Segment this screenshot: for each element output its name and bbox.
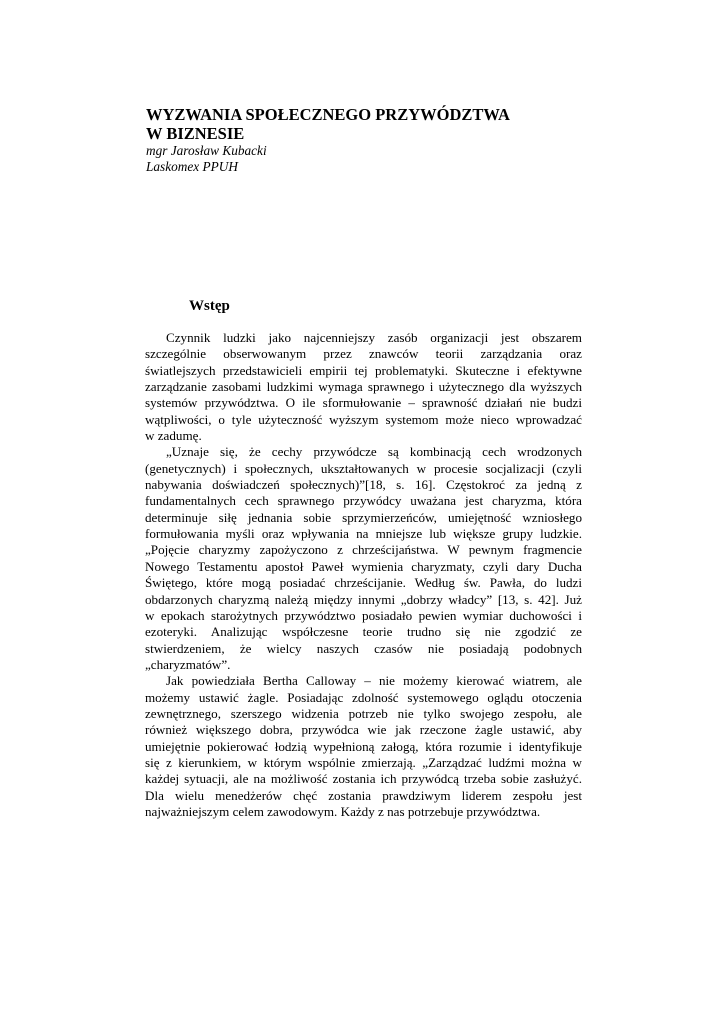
paragraph-line: nabywania doświadczeń społecznych)”[18, s. 16]. Częstokroć za jedną z (145, 477, 582, 493)
paragraph-line: szczególnie obserwowanym przez znawców teorii zarządzania oraz (145, 346, 582, 362)
paragraph-line: Dla wielu menedżerów chęć zostania prawdziwym liderem zespołu jest (145, 787, 582, 803)
paragraph-line: zarządzanie zasobami ludzkimi wymaga sprawnego i użytecznego dla wyższych (145, 379, 582, 395)
paragraph-line: każdej sytuacji, ale na możliwość zostania ich przywódcą trzeba sobie zasłużyć. (145, 771, 582, 787)
paragraph-line: systemów przywództwa. O ile sformułowanie – sprawność działań nie budzi (145, 395, 582, 411)
paragraph-line: w zadumę. (145, 428, 202, 444)
paragraph-line: (genetycznych) i społecznych, ukształtowanych w procesie socjalizacji (czyli (145, 460, 582, 476)
paragraph (145, 444, 582, 673)
paragraph-line: Nowego Testamentu apostoł Paweł wymienia charyzmaty, czyli dary Ducha (145, 558, 582, 574)
paragraph-line: Czynnik ludzki jako najcenniejszy zasób organizacji jest obszarem (166, 330, 582, 345)
paragraph-line: „Uznaje się, że cechy przywódcze są kombinacją cech wrodzonych (166, 444, 582, 460)
paragraph-line: wątpliwości, o tyle użyteczność wyższym systemom może nieco wprowadzać (145, 411, 582, 427)
paragraph-line: zewnętrznego, szerszego widzenia potrzeb nie tylko swojego zespołu, ale (145, 705, 582, 721)
paragraph-line: determinuje siłę jednania sobie sprzymierzeńców, umiejętność wzniosłego (145, 509, 582, 525)
paragraph-line: obdarzonych charyzmą należą między innymi „dobrzy władcy” [13, s. 42]. Już (145, 591, 582, 607)
author-affiliation: Laskomex PPUH (146, 159, 238, 174)
paragraph-line: również większego dobra, przywódca wie jak rzeczone żagle ustawić, aby (145, 722, 582, 738)
document-title-line-2: W BIZNESIE (146, 124, 245, 143)
paragraph-line: „charyzmatów”. (145, 656, 231, 672)
paragraph-line: najważniejszym celem zawodowym. Każdy z nas potrzebuje przywództwa. (145, 803, 541, 819)
paragraph-line: się z kierunkiem, w którym wspólnie zmierzają. „Zarządzać ludźmi można w (145, 754, 582, 770)
paragraph (145, 330, 582, 444)
author-name: mgr Jarosław Kubacki (146, 143, 267, 158)
paragraph-line: w epokach starożytnych przywództwo posiadało pewien wymiar duchowości i (145, 607, 582, 623)
paragraph-line: Jak powiedziała Bertha Calloway – nie możemy kierować wiatrem, ale (166, 673, 582, 689)
paragraph-line: „Pojęcie charyzmy zapożyczono z chrześcijaństwa. W pewnym fragmencie (145, 542, 582, 558)
paragraph-line: światlejszych przedstawicieli empirii tej problematyki. Skuteczne i efektywne (145, 362, 582, 378)
document-header (146, 105, 586, 175)
section-heading: Wstęp (189, 298, 230, 314)
paragraph-line: formułowania myśli oraz wpływania na mniejsze lub większe grupy ludzkie. (145, 526, 582, 542)
document-title-line-1: WYZWANIA SPOŁECZNEGO PRZYWÓDZTWA (146, 105, 510, 124)
paragraph-line: ezoteryki. Analizując współczesne teorie trudno się nie zgodzić ze (145, 624, 582, 640)
paragraph-line: Świętego, które mogą posiadać chrześcijanie. Według św. Pawła, do ludzi (145, 575, 582, 591)
paragraph-line: stwierdzeniem, że wielcy naszych czasów nie posiadają podobnych (145, 640, 582, 656)
paragraph-line: możemy ustawić żagle. Posiadając zdolność systemowego oglądu otoczenia (145, 689, 582, 705)
paragraph (145, 673, 582, 820)
paragraph-line: fundamentalnych cech sprawnego przywódcy uważana jest charyzma, która (145, 493, 582, 509)
body-text (145, 330, 582, 820)
paragraph-line: umiejętnie pokierować łodzią wypełnioną załogą, która rozumie i identyfikuje (145, 738, 582, 754)
